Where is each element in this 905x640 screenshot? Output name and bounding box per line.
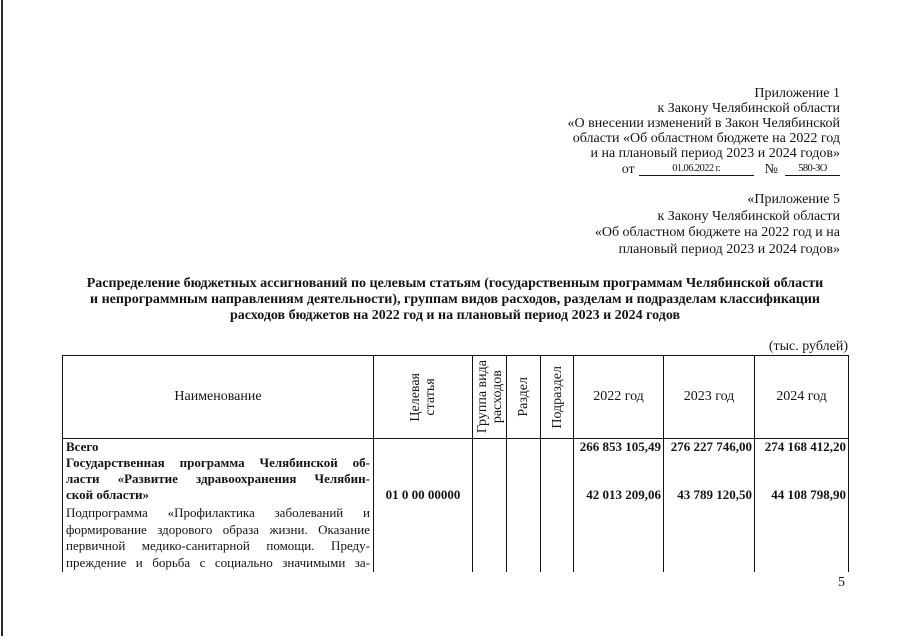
cell-subsection [541, 503, 574, 572]
row-name-line: Государственная программа Челябинской об- [66, 455, 370, 470]
header-name: Наименование [63, 356, 374, 439]
header-section-text: Раздел [516, 377, 531, 417]
appendix-1-line: и на плановый период 2023 и 2024 годов» [590, 146, 840, 161]
cell-amount-2024: 274 168 412,20 [755, 439, 849, 456]
units-label: (тыс. рублей) [768, 339, 848, 354]
cell-section [507, 439, 541, 456]
cell-amount-2023: 43 789 120,50 [664, 455, 755, 503]
title-line: Распределение бюджетных ассигнований по целевым статьям (государственным программам Челябинской области [86, 276, 824, 291]
table-row-subprogram [63, 503, 849, 572]
row-name-line: преждение и борьба с социально значимыми за- [66, 555, 370, 571]
cell-amount-2023: 276 227 746,00 [664, 439, 755, 456]
scan-edge-line [1, 0, 3, 636]
appendix-1-line: «О внесении изменений в Закон Челябинской [567, 116, 840, 131]
header-line: статья [423, 378, 438, 416]
header-line: Целевая [408, 372, 423, 422]
cell-amount-2023 [664, 503, 755, 572]
header-expense-group-text [475, 360, 505, 433]
appendix-5-line: «Об областном бюджете на 2022 год и на [594, 225, 840, 240]
page-number: 5 [838, 575, 845, 590]
row-name-line: первичной медико-санитарной помощи. Преду- [66, 538, 370, 554]
cell-expense-group [473, 439, 507, 456]
header-target-article [374, 356, 473, 439]
appendix-5-line: плановый период 2023 и 2024 годов» [618, 241, 840, 257]
row-name-line: ласти «Развитие здравоохранения Челябин- [66, 471, 370, 486]
table-row-program [63, 455, 849, 503]
appendix-5-line: к Закону Челябинской области [657, 208, 840, 224]
cell-section [507, 503, 541, 572]
cell-name [63, 503, 374, 572]
row-name-line: ской области» [66, 487, 149, 502]
header-section [507, 356, 541, 439]
row-name-line: Подпрограмма «Профилактика заболеваний и [66, 505, 370, 520]
header-line: расходов [489, 370, 505, 424]
law-date-field: 01.06.2022 г. [639, 163, 754, 176]
table-row-total [63, 439, 849, 456]
title-line: и непрограммным направлениям деятельности), группам видов расходов, разделам и подразделам классификации [90, 292, 820, 307]
cell-target-article: 01 0 00 00000 [374, 455, 473, 503]
row-name-line: Всего [66, 439, 99, 454]
row-name-line: формирование здорового образа жизни. Оказание [66, 521, 370, 537]
appendix-1-line: области «Об областном бюджете на 2022 год [572, 131, 840, 146]
cell-target-article [374, 503, 473, 572]
cell-amount-2022: 42 013 209,06 [574, 455, 664, 503]
header-target-article-text [408, 373, 438, 422]
header-subsection [541, 356, 574, 439]
cell-name [63, 455, 374, 503]
cell-amount-2024: 44 108 798,90 [755, 455, 849, 503]
header-line: Группа вида [474, 360, 490, 434]
appendix-1-line: Приложение 1 [754, 86, 840, 101]
cell-subsection [541, 439, 574, 456]
law-number-field: 580-ЗО [785, 163, 840, 176]
cell-expense-group [473, 455, 507, 503]
cell-name [63, 439, 374, 456]
title-line: расходов бюджетов на 2022 год и на плановый период 2023 и 2024 годов [229, 308, 681, 323]
law-date-number-line [568, 161, 841, 177]
cell-amount-2022: 266 853 105,49 [574, 439, 664, 456]
cell-amount-2024 [755, 503, 849, 572]
cell-target-article [374, 439, 473, 456]
cell-expense-group [473, 503, 507, 572]
appendix-1-block [568, 86, 841, 177]
number-sign: № [764, 162, 778, 177]
header-subsection-text: Подраздел [549, 365, 565, 429]
document-title [20, 276, 890, 324]
cell-amount-2022 [574, 503, 664, 572]
date-prefix: от [621, 162, 635, 177]
cell-subsection [541, 455, 574, 503]
cell-section [507, 455, 541, 503]
budget-table [62, 355, 849, 572]
table-header-row [63, 356, 849, 439]
header-year-2024: 2024 год [755, 356, 849, 439]
appendix-5-block [595, 192, 840, 258]
header-year-2023: 2023 год [664, 356, 755, 439]
header-year-2022: 2022 год [574, 356, 664, 439]
appendix-5-line: «Приложение 5 [747, 192, 840, 207]
appendix-1-line: к Закону Челябинской области [657, 101, 840, 116]
header-expense-group [473, 356, 507, 439]
